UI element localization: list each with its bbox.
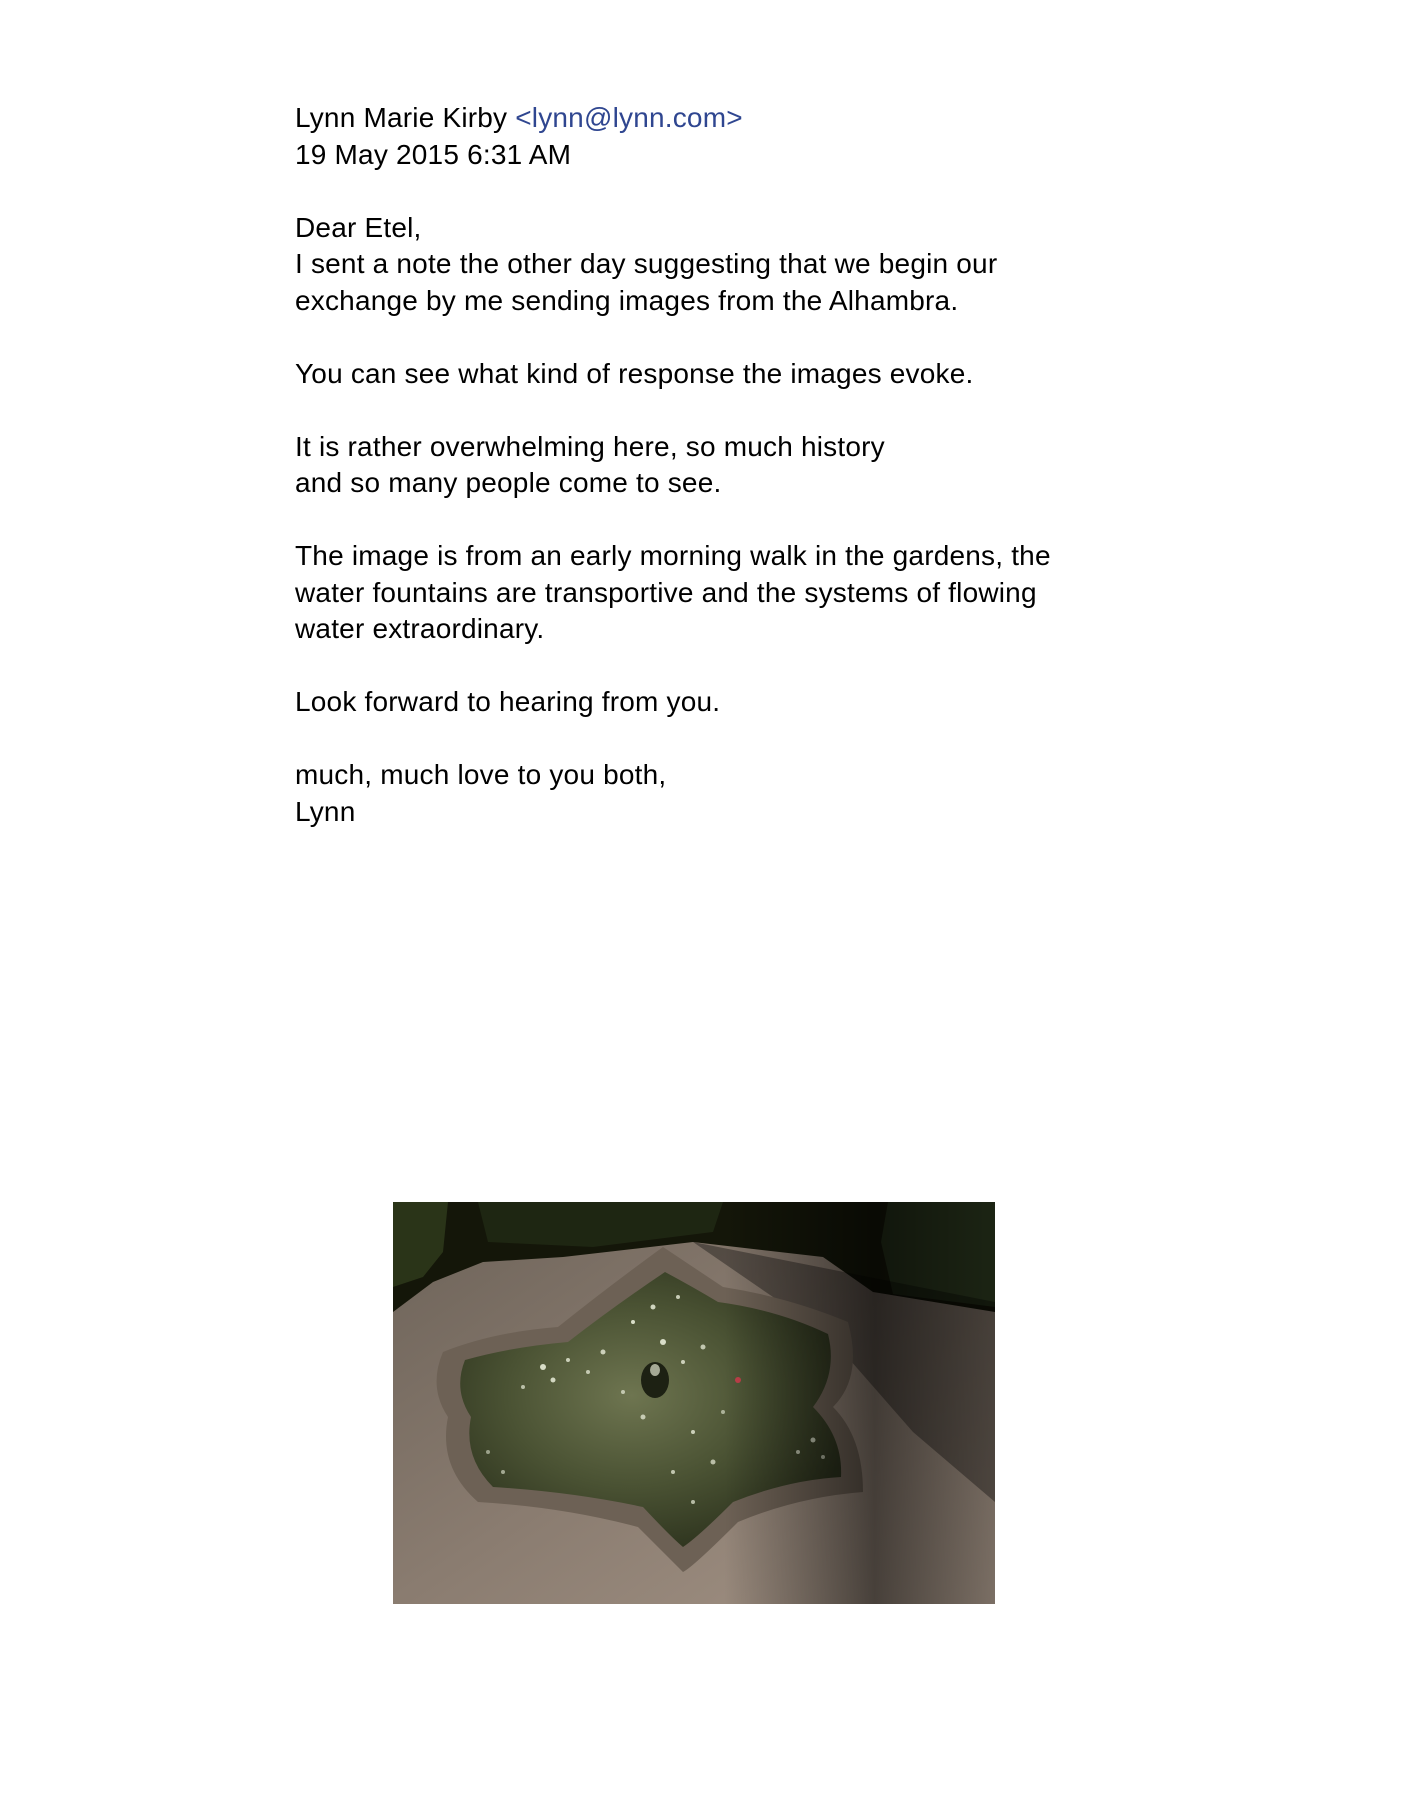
- closing: much, much love to you both,: [295, 759, 667, 790]
- spacer: [295, 173, 1115, 210]
- paragraph-line: water fountains are transportive and the systems of flowing: [295, 576, 1037, 608]
- spacer: [295, 392, 1115, 429]
- shade-overlay: [393, 1202, 995, 1604]
- spacer: [295, 648, 1115, 685]
- sender-line: [295, 100, 1115, 137]
- email-message: [295, 100, 1115, 830]
- spacer: [295, 502, 1115, 539]
- paragraph-line: Look forward to hearing from you.: [295, 686, 721, 717]
- paragraph-line: It is rather overwhelming here, so much history: [295, 430, 885, 462]
- greeting: Dear Etel,: [295, 211, 422, 243]
- paragraph-line: and so many people come to see.: [295, 467, 722, 498]
- paragraph-line: I sent a note the other day suggesting that we begin our: [295, 248, 998, 279]
- fountain-photo-icon: [393, 1202, 995, 1604]
- paragraph-line: water extraordinary.: [295, 613, 545, 644]
- sender-email-link[interactable]: <lynn@lynn.com>: [515, 102, 743, 133]
- sender-name: Lynn Marie Kirby: [295, 102, 508, 133]
- spacer: [295, 319, 1115, 356]
- paragraph-line: exchange by me sending images from the Alhambra.: [295, 284, 959, 316]
- signature: Lynn: [295, 795, 356, 827]
- fountain-photo[interactable]: [393, 1202, 995, 1604]
- spacer: [295, 721, 1115, 758]
- paragraph-line: The image is from an early morning walk in the gardens, the: [295, 540, 1051, 571]
- sent-date: 19 May 2015 6:31 AM: [295, 138, 572, 170]
- paragraph-line: You can see what kind of response the images evoke.: [295, 357, 974, 389]
